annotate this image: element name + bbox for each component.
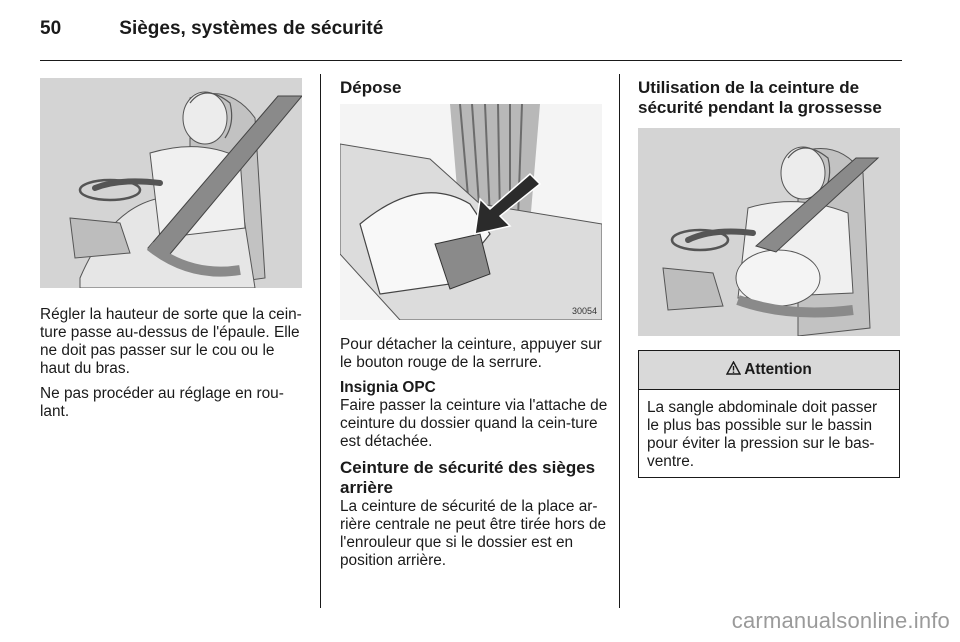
removal-heading: Dépose [340,78,402,97]
watermark: carmanualsonline.info [731,608,950,633]
pregnancy-seatbelt-illustration [638,128,900,336]
warning-text: La sangle abdominale doit passer le plus bas possible sur le bassin pour éviter la pression sur le bas-ventre. [647,399,878,470]
col2-paragraph-2: Faire passer la ceinture via l'attache de ceinture du dossier quand la cein-ture est détachée. [340,397,608,450]
col1-paragraph-1: Régler la hauteur de sorte que la cein-ture passe au-dessus de l'épaule. Elle ne doit pas passer sur le cou ou le haut du bras. [40,306,302,377]
column-3-heading-wrap [638,78,900,118]
page-number: 50 [40,18,62,39]
warning-title: Attention [744,361,812,378]
rear-seatbelt-heading: Ceinture de sécurité des sièges arrière [340,458,596,497]
column-2-text [340,336,610,577]
column-divider-left [320,74,321,608]
col2-paragraph-1: Pour détacher la ceinture, appuyer sur le bouton rouge de la serrure. [340,336,602,371]
figure-number: 30054 [572,306,598,316]
pregnancy-heading: Utilisation de la ceinture de sécurité pendant la grossesse [638,78,882,117]
warning-title-bar [639,351,899,390]
buckle-release-illustration [340,104,602,320]
column-divider-right [619,74,620,608]
column-2-heading-wrap [340,78,610,98]
col1-paragraph-2: Ne pas procéder au réglage en rou-lant. [40,385,284,420]
warning-box [638,350,900,478]
section-title: Sièges, systèmes de sécurité [119,18,384,39]
column-1-text [40,306,308,428]
warning-triangle-icon [726,361,741,380]
seatbelt-adjust-illustration [40,78,302,288]
header-rule [40,60,902,61]
insignia-opc-subheading: Insignia OPC [340,379,436,396]
col2-paragraph-3: La ceinture de sécurité de la place ar-rière centrale ne peut être tirée hors de l'enrouleur que si le dossier est en position arrière. [340,498,607,569]
page-header [40,18,383,40]
